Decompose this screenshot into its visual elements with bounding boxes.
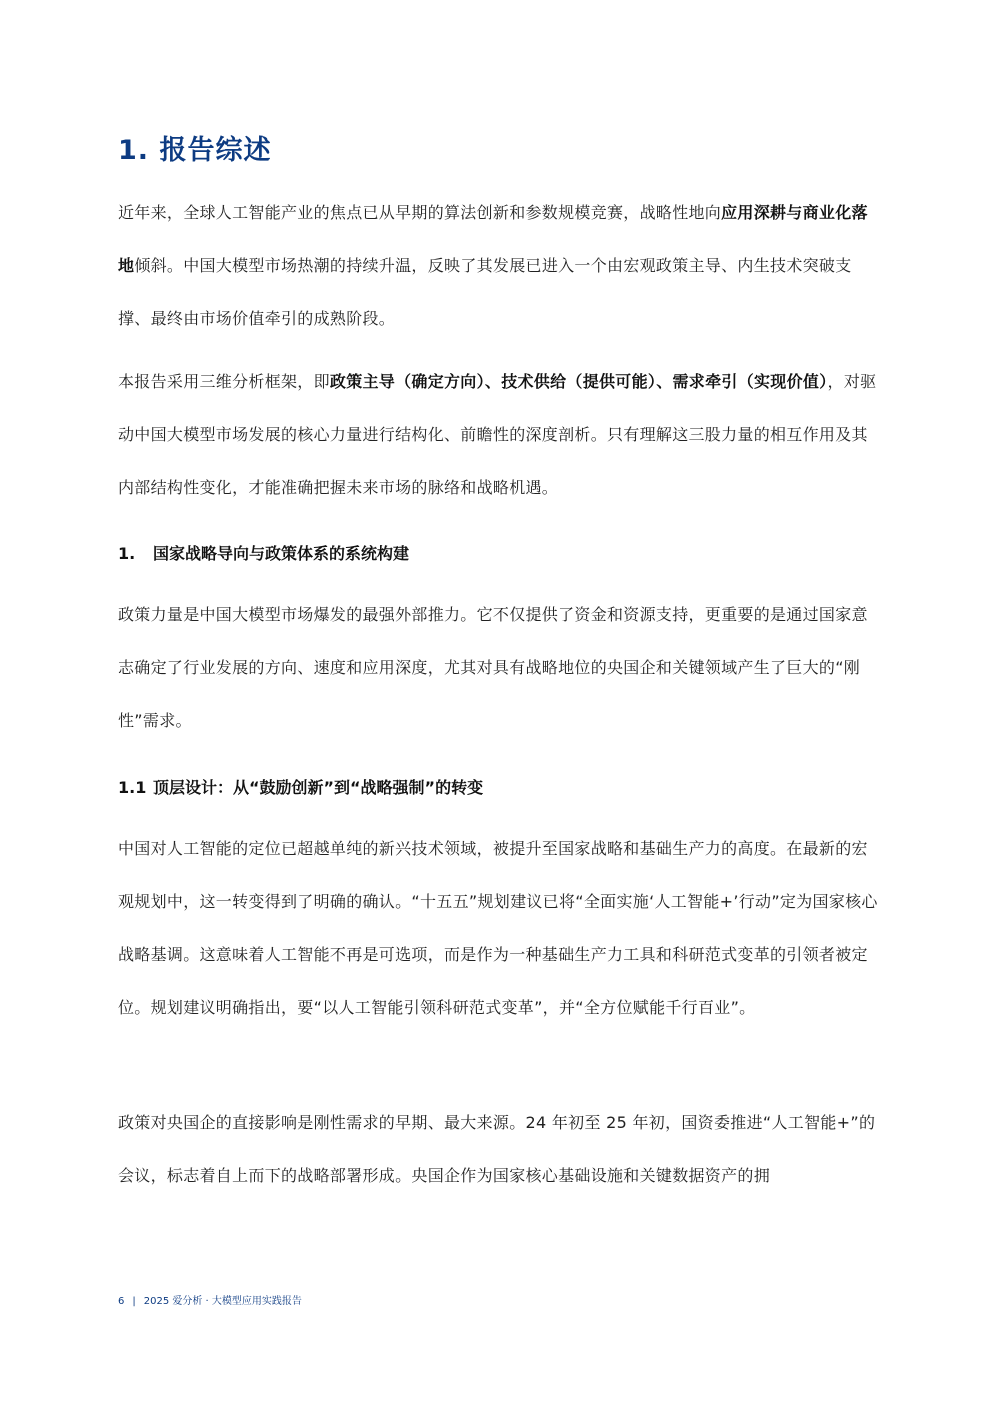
section-number: 1.1	[118, 778, 147, 797]
positioning-paragraph: 中国对人工智能的定位已超越单纯的新兴技术领域，被提升至国家战略和基础生产力的高度。在最新的宏观规划中，这一转变得到了明确的确认。“十五五”规划建议已将“全面实施‘人工智能+’行动”定为国家核心战略基调。这意味着人工智能不再是可选项，而是作为一种基础生产力工具和科研范式变革的引领者被定位。规划建议明确指出，要“以人工智能引领科研范式变革”，并“全方位赋能千行百业”。	[118, 839, 878, 1017]
framework-emphasis: 政策主导（确定方向）、技术供给（提供可能）、需求牵引（实现价值）	[329, 372, 828, 391]
footer-separator: |	[132, 1296, 136, 1307]
framework-text: 本报告采用三维分析框架，即	[118, 372, 330, 391]
section-title: 顶层设计：从“鼓励创新”到“战略强制”的转变	[153, 778, 484, 797]
policy-paragraph: 政策力量是中国大模型市场爆发的最强外部推力。它不仅提供了资金和资源支持，更重要的是通过国家意志确定了行业发展的方向、速度和应用深度，尤其对具有战略地位的央国企和关键领域产生了巨大的“刚性”需求。	[118, 605, 868, 730]
framework-paragraph	[118, 355, 878, 514]
page-footer	[118, 1292, 302, 1307]
section-title: 国家战略导向与政策体系的系统构建	[153, 544, 410, 563]
footer-title: 2025 爱分析 · 大模型应用实践报告	[143, 1296, 302, 1307]
section-number: 1.	[118, 544, 136, 563]
framework-text-end: ，对驱动中国大模型市场发展的核心力量进行结构化、前瞻性的深度剖析。只有理解这三股力量的相互作用及其内部结构性变化，才能准确把握未来市场的脉络和战略机遇。	[118, 372, 877, 497]
section-heading-1	[118, 541, 409, 564]
page-number: 6	[118, 1296, 125, 1307]
soe-paragraph: 政策对央国企的直接影响是刚性需求的早期、最大来源。24 年初至 25 年初，国资委推进“人工智能+”的会议，标志着自上而下的战略部署形成。央国企作为国家核心基础设施和关键数据资产的拥	[118, 1113, 876, 1185]
intro-text: 近年来，全球人工智能产业的焦点已从早期的算法创新和参数规模竞赛，战略性地向	[118, 203, 722, 222]
page-title: 1. 报告综述	[118, 135, 272, 166]
intro-text-end: 倾斜。中国大模型市场热潮的持续升温，反映了其发展已进入一个由宏观政策主导、内生技术突破支撑、最终由市场价值牵引的成熟阶段。	[118, 256, 852, 328]
section-heading-1-1	[118, 775, 483, 798]
intro-paragraph	[118, 186, 878, 345]
intro-emphasis: 应用深耕与商业化落地	[118, 203, 868, 275]
